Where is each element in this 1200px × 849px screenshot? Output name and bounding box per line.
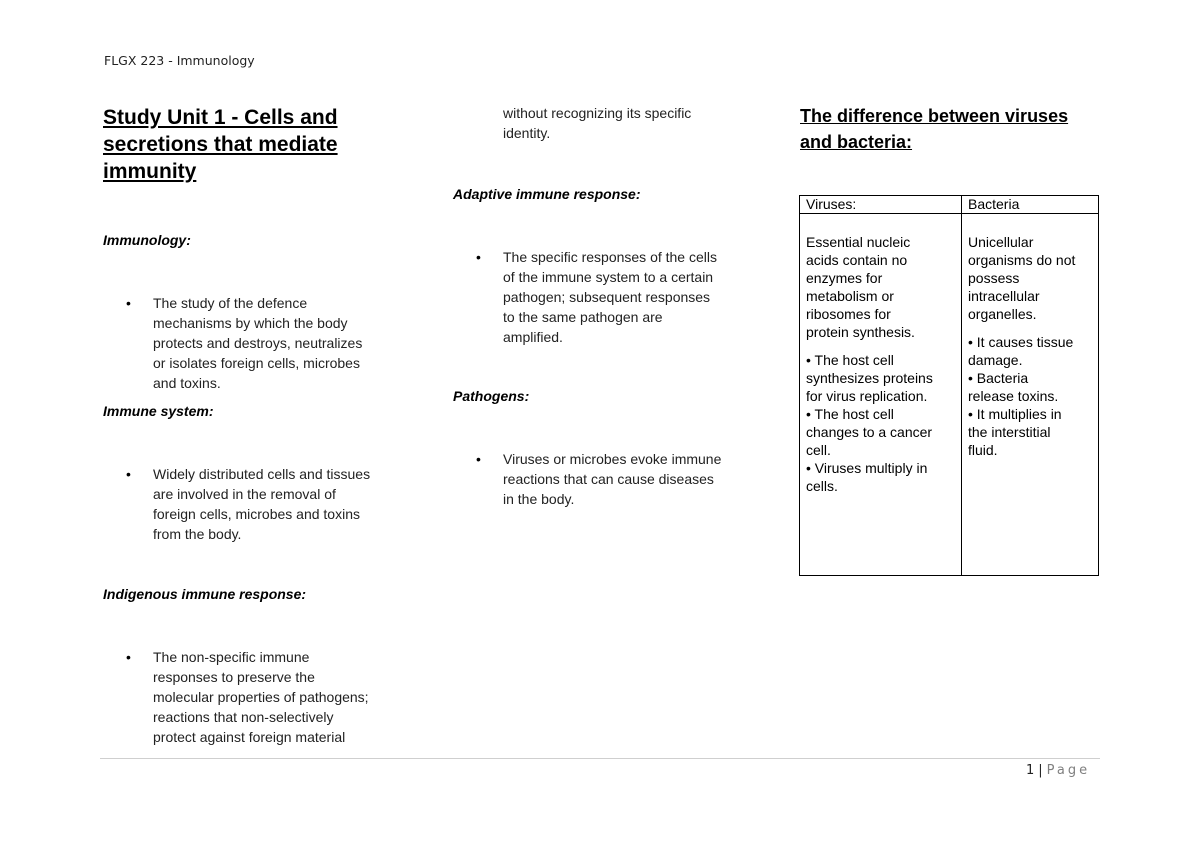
page-number [1026, 763, 1090, 778]
document-header: FLGX 223 - Immunology [104, 53, 255, 68]
section-heading-immune-system: Immune system: [103, 403, 214, 419]
text-line: Essential nucleic [806, 234, 911, 250]
bullet-dot: • [126, 649, 131, 665]
text-line: • The host cell [806, 352, 894, 368]
bullet-dot: • [476, 451, 481, 467]
table-cell-viruses [800, 214, 962, 576]
text-line: reactions that can cause diseases [503, 471, 714, 487]
text-line: cell. [806, 442, 831, 458]
text-line: • The host cell [806, 406, 894, 422]
section-heading-immunology: Immunology: [103, 232, 191, 248]
continued-text [503, 103, 763, 143]
text-line: organelles. [968, 306, 1037, 322]
text-line: The study of the defence [153, 295, 308, 311]
page-title-line: immunity [103, 160, 197, 183]
bacteria-intro [968, 233, 1092, 323]
page-number-separator: | [1038, 763, 1043, 778]
text-line: fluid. [968, 442, 998, 458]
text-line: or isolates foreign cells, microbes [153, 355, 360, 371]
text-line: metabolism or [806, 288, 894, 304]
text-line: responses to preserve the [153, 669, 315, 685]
table-header-row [800, 196, 1099, 214]
text-line: Unicellular [968, 234, 1034, 250]
page-title-line: Study Unit 1 - Cells and [103, 106, 338, 129]
text-line: reactions that non-selectively [153, 709, 334, 725]
bullet-dot: • [476, 249, 481, 265]
viruses-intro [806, 233, 955, 341]
text-line: damage. [968, 352, 1023, 368]
text-line: from the body. [153, 526, 242, 542]
page-number-value: 1 [1026, 763, 1035, 778]
bullet-text [503, 449, 766, 509]
bullet-text [153, 293, 416, 393]
bullet-text [153, 464, 416, 544]
comparison-title [800, 103, 1110, 155]
table-header-viruses: Viruses: [800, 196, 962, 214]
text-line: synthesizes proteins [806, 370, 933, 386]
text-line: organisms do not [968, 252, 1076, 268]
text-line: • Viruses multiply in [806, 460, 928, 476]
comparison-title-line: and bacteria: [800, 132, 913, 152]
text-line: pathogen; subsequent responses [503, 289, 711, 305]
text-line: The specific responses of the cells [503, 249, 717, 265]
text-line: to the same pathogen are [503, 309, 663, 325]
text-line: the interstitial [968, 424, 1051, 440]
text-line: in the body. [503, 491, 575, 507]
footer-divider [100, 758, 1100, 759]
section-heading-pathogens: Pathogens: [453, 388, 530, 404]
bullet-text [503, 247, 766, 347]
text-line: protein synthesis. [806, 324, 915, 340]
table-cell-bacteria [962, 214, 1099, 576]
table-row [800, 214, 1099, 576]
text-line: • It causes tissue [968, 334, 1074, 350]
text-line: The non-specific immune [153, 649, 310, 665]
text-line: protect against foreign material [153, 729, 346, 745]
bacteria-points [968, 333, 1092, 459]
section-heading-adaptive: Adaptive immune response: [453, 186, 641, 202]
text-line: • Bacteria [968, 370, 1029, 386]
text-line: foreign cells, microbes and toxins [153, 506, 360, 522]
text-line: cells. [806, 478, 838, 494]
page-word: Page [1046, 763, 1091, 778]
bullet-immune-system [126, 464, 416, 544]
page-title-line: secretions that mediate [103, 133, 338, 156]
text-line: for virus replication. [806, 388, 928, 404]
text-line: are involved in the removal of [153, 486, 336, 502]
bullet-text [153, 647, 416, 747]
comparison-title-line: The difference between viruses [800, 106, 1069, 126]
bullet-adaptive [476, 247, 766, 347]
text-line: • It multiplies in [968, 406, 1062, 422]
text-line: of the immune system to a certain [503, 269, 714, 285]
text-line: Viruses or microbes evoke immune [503, 451, 722, 467]
text-line: changes to a cancer [806, 424, 933, 440]
text-line: Widely distributed cells and tissues [153, 466, 371, 482]
text-line: amplified. [503, 329, 563, 345]
text-line: and toxins. [153, 375, 221, 391]
viruses-points [806, 351, 955, 495]
text-line: mechanisms by which the body [153, 315, 348, 331]
bullet-dot: • [126, 295, 131, 311]
bullet-indigenous [126, 647, 416, 747]
text-line: acids contain no [806, 252, 908, 268]
text-line: release toxins. [968, 388, 1059, 404]
text-line: possess [968, 270, 1020, 286]
text-line: protects and destroys, neutralizes [153, 335, 363, 351]
text-line: enzymes for [806, 270, 883, 286]
text-line: without recognizing its specific [503, 105, 692, 121]
table-header-bacteria: Bacteria [962, 196, 1099, 214]
text-line: identity. [503, 125, 551, 141]
text-line: ribosomes for [806, 306, 891, 322]
bullet-dot: • [126, 466, 131, 482]
section-heading-indigenous: Indigenous immune response: [103, 586, 307, 602]
bullet-immunology [126, 293, 416, 393]
comparison-table [799, 195, 1099, 576]
page-title [103, 104, 403, 185]
text-line: molecular properties of pathogens; [153, 689, 369, 705]
text-line: intracellular [968, 288, 1040, 304]
bullet-pathogens [476, 449, 766, 509]
